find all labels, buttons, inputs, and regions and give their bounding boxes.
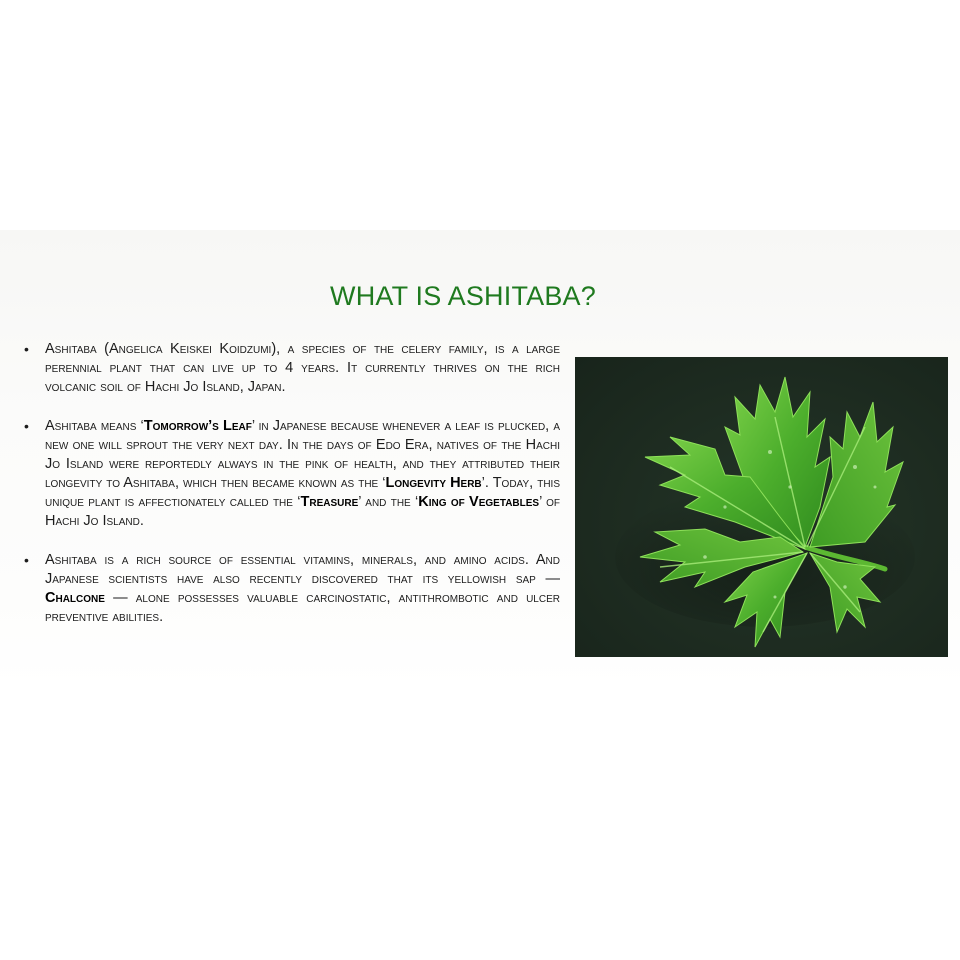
bullet-icon: • — [24, 418, 29, 434]
bullet-item-meaning — [24, 417, 560, 531]
bullet-text-segment: Ashitaba is a rich source of essential vitamins, minerals, and amino acids. And Japanese scientists have also recently discovered that its yellowish sap — — [45, 552, 560, 587]
bullet-emphasis-king-of-vegetables: King of Vegetables — [418, 494, 540, 510]
bullet-item-origin — [24, 340, 560, 397]
bullet-list — [24, 340, 560, 647]
bullet-icon: • — [24, 341, 29, 357]
page-title: WHAT IS ASHITABA? — [330, 281, 596, 311]
bullet-icon: • — [24, 552, 29, 568]
bullet-text-segment: ’. Today, this unique plant is affectionately called the ‘ — [45, 475, 561, 510]
bullet-text-segment: Ashitaba (Angelica Keiskei Koidzumi), a species of the celery family, is a large perennial plant that can live up to 4 years. It currently thrives on the rich volcanic soil of Hachi Jo Island, Japan. — [45, 341, 560, 395]
bullet-text — [45, 341, 560, 395]
bullet-emphasis-chalcone: Chalcone — [45, 590, 105, 606]
bullet-emphasis-tomorrows-leaf: Tomorrow’s Leaf — [143, 418, 252, 434]
bullet-emphasis-longevity-herb: Longevity Herb — [385, 475, 482, 491]
bullet-text-segment: Ashitaba means ‘ — [45, 418, 144, 434]
bullet-text-segment: ’ and the ‘ — [358, 494, 419, 510]
bullet-text-segment: — alone possesses valuable carcinostatic, antithrombotic and ulcer preventive abilities. — [45, 590, 560, 625]
leaf-icon — [575, 357, 948, 657]
bullet-item-nutrition — [24, 551, 560, 627]
ashitaba-leaf-photo — [575, 357, 948, 657]
bullet-text — [45, 552, 560, 625]
bullet-text-segment: ’ in Japanese because whenever a leaf is plucked, a new one will sprout the very next day. In the days of Edo Era, natives of the Hachi Jo Island were reportedly always in the pink of health, and they attributed their longevity to Ashitaba, which then became known as the ‘ — [45, 418, 560, 491]
bullet-text — [45, 418, 560, 529]
bullet-emphasis-treasure: Treasure — [300, 494, 359, 510]
bullet-text-segment: ’ of Hachi Jo Island. — [45, 494, 561, 529]
